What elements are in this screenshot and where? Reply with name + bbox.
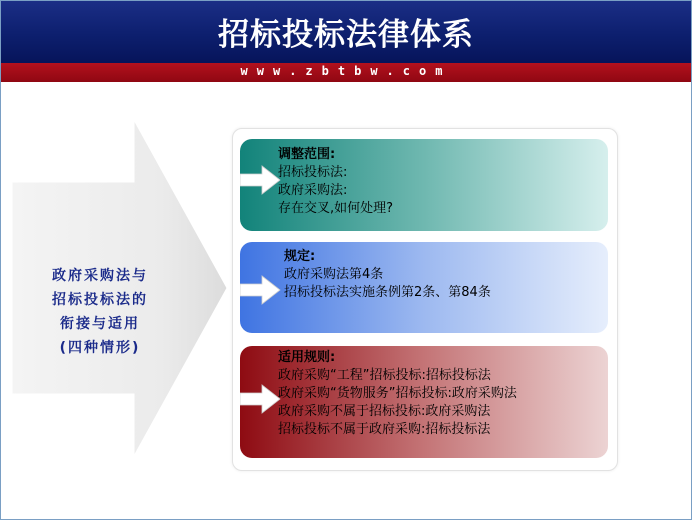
box-title: 规定: (284, 249, 316, 264)
box-line: 政府采购法第4条 (284, 267, 384, 282)
box-line: 存在交叉,如何处理? (278, 201, 394, 216)
box-line: 招标投标法实施条例第2条、第84条 (284, 285, 491, 300)
rules-box (240, 346, 608, 458)
scope-box (240, 139, 608, 231)
box-line: 招标投标法: (278, 165, 348, 180)
box-line: 招标投标不属于政府采购:招标投标法 (278, 422, 491, 437)
website-url: www.zbtbw.com (240, 64, 452, 78)
box-line: 政府采购不属于招标投标:政府采购法 (278, 404, 491, 419)
right-arrow-icon (240, 165, 282, 195)
arrow-label-line: 衔接与适用 (60, 316, 140, 332)
box-line: 政府采购“货物服务”招标投标:政府采购法 (278, 386, 517, 401)
arrow-label-line: (四种情形) (59, 340, 141, 356)
box-title: 调整范围: (278, 147, 336, 162)
arrow-label-line: 招标投标法的 (52, 292, 148, 308)
arrow-label-line: 政府采购法与 (52, 268, 148, 284)
box-title: 适用规则: (278, 350, 336, 365)
page-title: 招标投标法律体系 (218, 17, 474, 53)
regulation-box (240, 242, 608, 333)
right-arrow-icon (240, 384, 282, 414)
box-line: 政府采购法: (278, 183, 348, 198)
arrow-label (26, 264, 174, 360)
box-line: 政府采购“工程”招标投标:招标投标法 (278, 368, 491, 383)
url-bar (1, 63, 691, 82)
header-bar (1, 1, 691, 63)
right-arrow-icon (240, 275, 282, 305)
